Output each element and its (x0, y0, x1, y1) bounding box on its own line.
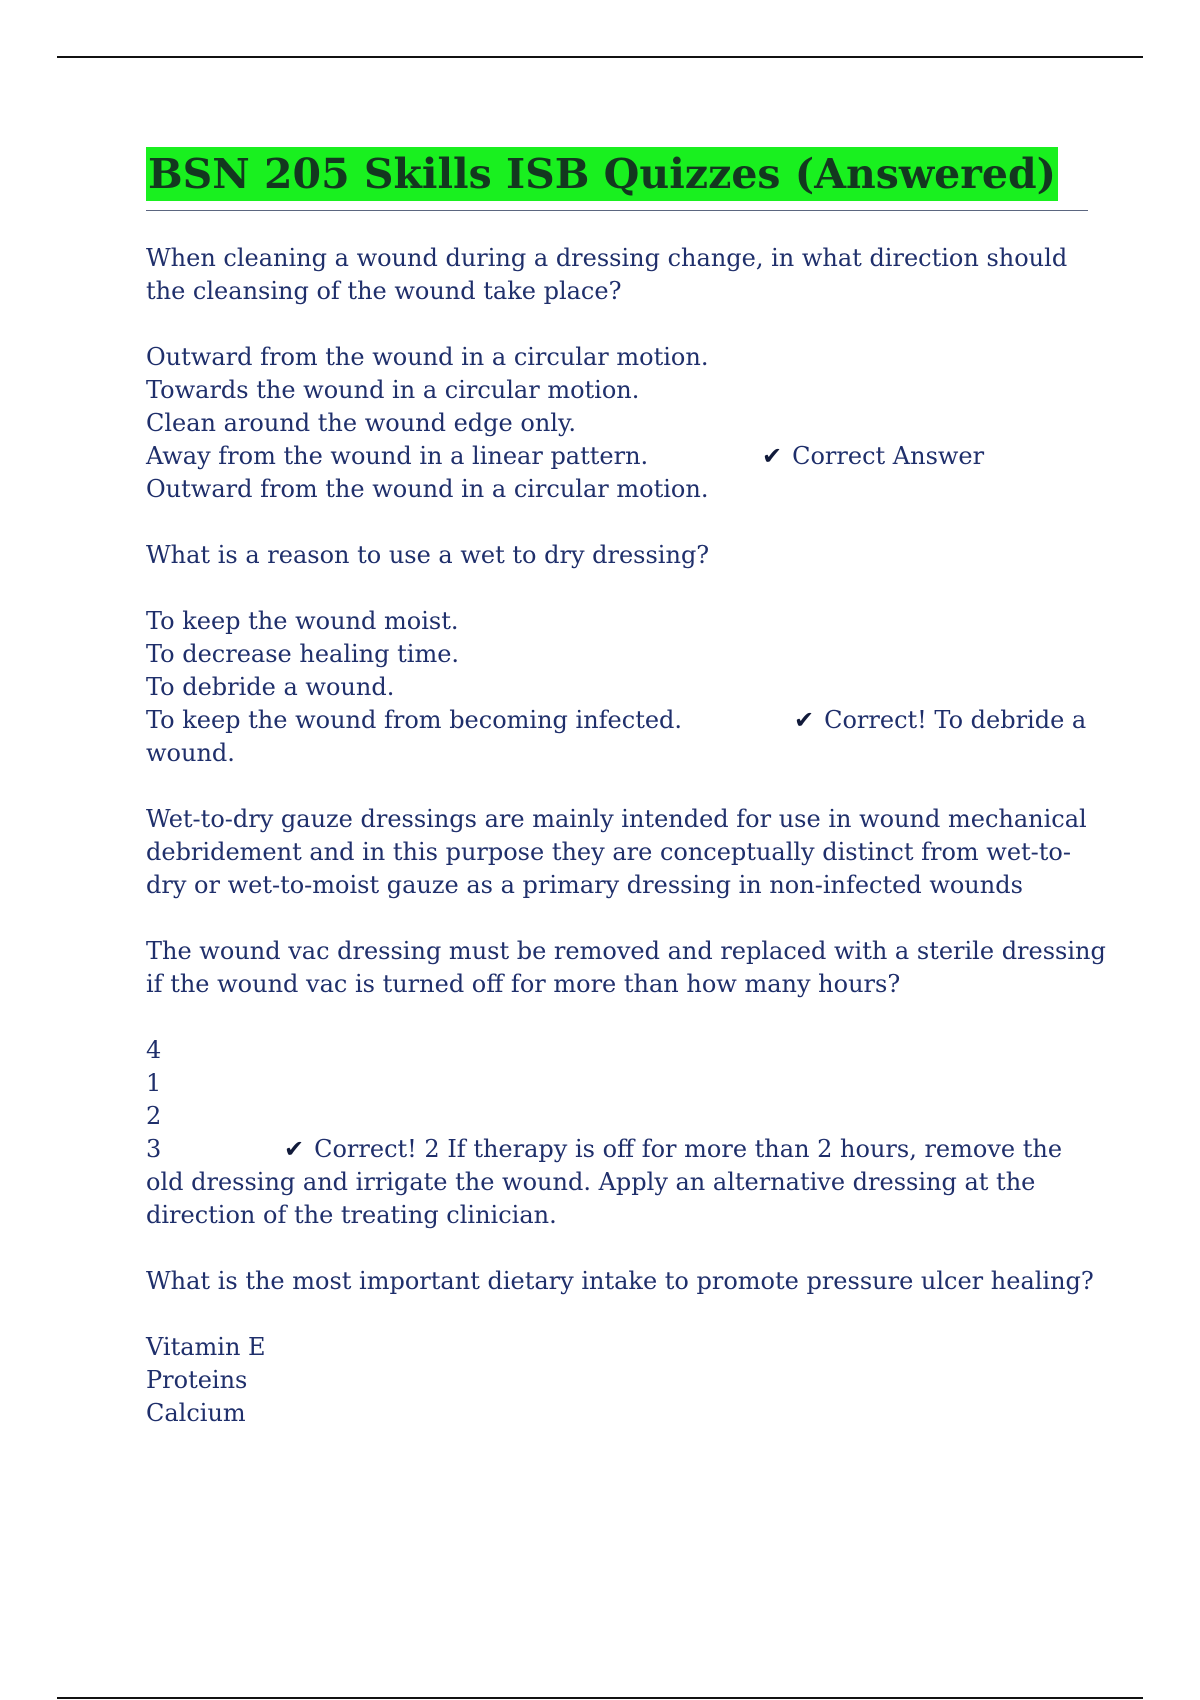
q1-question-line-1: When cleaning a wound during a dressing change, in what direction should (146, 244, 1068, 272)
document-title: BSN 205 Skills ISB Quizzes (Answered) (146, 147, 1058, 201)
q3-answer-line-3: direction of the treating clinician. (146, 1201, 557, 1229)
q4-option-3: Calcium (146, 1399, 246, 1427)
q3-option-3: 2 (146, 1102, 162, 1130)
q3-option-1: 4 (146, 1036, 162, 1064)
q1-question-line-2: the cleansing of the wound take place? (146, 277, 622, 305)
checkmark-icon: ✔ (762, 442, 783, 470)
q4-option-1: Vitamin E (146, 1333, 266, 1361)
bottom-divider (57, 1697, 1143, 1699)
q2-answer-marker (794, 704, 1086, 737)
q3-option-2: 1 (146, 1069, 162, 1097)
q2-answer-line-2: wound. (146, 739, 235, 767)
q1-answer-marker (762, 440, 984, 473)
title-block (146, 147, 1088, 211)
q3-answer-line-1: Correct! 2 If therapy is off for more than 2 hours, remove the (314, 1135, 1063, 1163)
q2-explanation-line-3: dry or wet-to-moist gauze as a primary dressing in non-infected wounds (146, 871, 1023, 899)
q1-option-1: Outward from the wound in a circular motion. (146, 343, 709, 371)
q2-explanation-line-2: debridement and in this purpose they are conceptually distinct from wet-to- (146, 838, 1071, 866)
q1-option-2: Towards the wound in a circular motion. (146, 376, 640, 404)
q3-answer-line-2: old dressing and irrigate the wound. Apply an alternative dressing at the (146, 1168, 1036, 1196)
q3-question-line-2: if the wound vac is turned off for more than how many hours? (146, 970, 901, 998)
q2-option-1: To keep the wound moist. (146, 607, 459, 635)
q2-question: What is a reason to use a wet to dry dressing? (146, 541, 710, 569)
q4-question: What is the most important dietary intake to promote pressure ulcer healing? (146, 1267, 1094, 1295)
document-page (146, 147, 1106, 1430)
q2-explanation-line-1: Wet-to-dry gauze dressings are mainly intended for use in wound mechanical (146, 805, 1087, 833)
q2-option-2: To decrease healing time. (146, 640, 460, 668)
q2-option-3: To debride a wound. (146, 673, 395, 701)
top-divider (57, 56, 1143, 58)
q1-answer-text: Outward from the wound in a circular motion. (146, 475, 709, 503)
checkmark-icon: ✔ (284, 1135, 305, 1163)
q2-option-4-row (146, 704, 1088, 737)
q2-option-4: To keep the wound from becoming infected. (146, 706, 683, 734)
q1-option-4-row (146, 440, 1088, 473)
checkmark-icon: ✔ (794, 706, 815, 734)
q3-answer-marker (284, 1133, 1062, 1166)
quiz-body (146, 242, 1106, 1430)
q2-answer-line-1: Correct! To debride a (824, 706, 1087, 734)
q1-option-3: Clean around the wound edge only. (146, 409, 576, 437)
q1-option-4: Away from the wound in a linear pattern. (146, 442, 649, 470)
q3-option-4-row (146, 1133, 1088, 1166)
q3-option-4: 3 (146, 1135, 162, 1163)
q4-option-2: Proteins (146, 1366, 248, 1394)
q3-question-line-1: The wound vac dressing must be removed and replaced with a sterile dressing (146, 937, 1106, 965)
q1-answer-label: Correct Answer (792, 442, 985, 470)
